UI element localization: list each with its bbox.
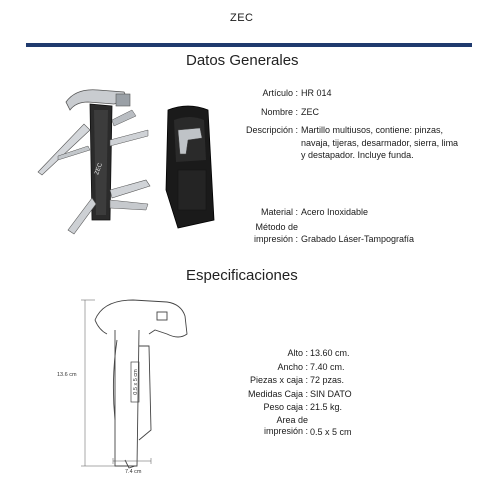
general-section-title: Datos Generales bbox=[186, 52, 299, 69]
info-row-descripcion bbox=[220, 124, 471, 162]
width-dimension bbox=[113, 458, 151, 464]
spec-value: 72 pzas. bbox=[310, 375, 345, 385]
header-divider bbox=[26, 43, 472, 47]
spec-value: SIN DATO bbox=[310, 388, 352, 399]
print-area-label: 0.5 x 5 cm bbox=[133, 369, 139, 395]
spec-row-piezas bbox=[232, 374, 400, 387]
info-value: HR 014 bbox=[301, 88, 332, 98]
info-row-metodo bbox=[220, 221, 471, 245]
product-photo bbox=[28, 80, 228, 245]
info-label: Material : bbox=[260, 207, 298, 217]
specs-table bbox=[232, 347, 400, 439]
spec-value: 7.40 cm. bbox=[310, 361, 345, 372]
info-row-nombre bbox=[220, 106, 471, 119]
info-label: Nombre : bbox=[260, 106, 298, 117]
spec-row-ancho bbox=[232, 361, 400, 374]
spec-value: 13.60 cm. bbox=[310, 348, 350, 358]
info-value: ZEC bbox=[301, 106, 319, 117]
info-label bbox=[220, 221, 301, 245]
general-info-table bbox=[220, 87, 471, 168]
spec-value: 21.5 kg. bbox=[310, 402, 343, 412]
tool-outline bbox=[95, 300, 187, 468]
specs-section-title: Especificaciones bbox=[186, 267, 298, 284]
spec-label: Alto : bbox=[287, 348, 308, 358]
height-dimension-label: 13.6 cm bbox=[57, 372, 77, 378]
info-label: Artículo : bbox=[262, 88, 298, 98]
spec-row-medidas-caja bbox=[232, 388, 400, 401]
material-info bbox=[220, 206, 471, 251]
info-value: Acero Inoxidable bbox=[301, 207, 369, 217]
info-row-material bbox=[220, 206, 471, 219]
height-dimension bbox=[81, 300, 115, 466]
spec-label bbox=[232, 415, 310, 438]
svg-text:ZEC: ZEC bbox=[94, 162, 104, 176]
spec-label: Piezas x caja : bbox=[249, 375, 308, 385]
technical-drawing bbox=[55, 290, 215, 480]
spec-label: Peso caja : bbox=[263, 402, 308, 412]
multitool-illustration bbox=[38, 90, 150, 234]
spec-label: Medidas Caja : bbox=[247, 388, 308, 399]
width-dimension-label: 7.4 cm bbox=[125, 469, 142, 475]
spec-row-alto bbox=[232, 347, 400, 360]
spec-value: 0.5 x 5 cm bbox=[310, 426, 352, 437]
spec-label-line: Area de bbox=[276, 414, 308, 425]
info-value: Martillo multiusos, contiene: pinzas, navaja, tijeras, desarmador, sierra, lima y destapador. Incluye funda. bbox=[301, 125, 459, 160]
info-label-line: impresión : bbox=[253, 233, 298, 244]
brand-name: ZEC bbox=[230, 12, 254, 24]
spec-row-peso-caja bbox=[232, 401, 400, 414]
spec-row-area-impresion bbox=[232, 415, 400, 438]
spec-label: Ancho : bbox=[277, 361, 308, 372]
info-label-line: Método de bbox=[255, 221, 298, 232]
sheath-illustration bbox=[166, 106, 214, 228]
info-label: Descripción : bbox=[245, 125, 298, 135]
info-value: Grabado Láser-Tampografía bbox=[301, 233, 415, 244]
spec-label-line: impresión : bbox=[263, 426, 308, 436]
info-row-articulo bbox=[220, 87, 471, 100]
